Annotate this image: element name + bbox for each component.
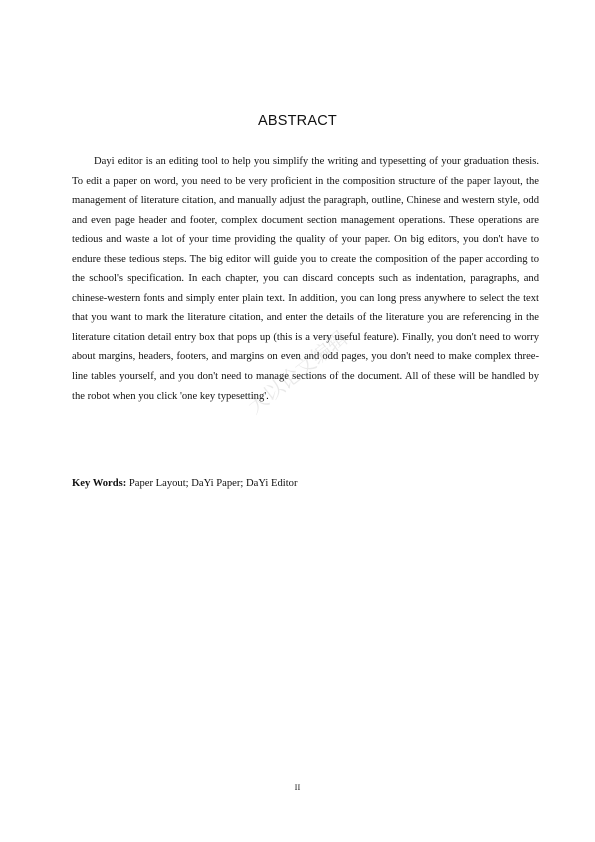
abstract-paragraph: Dayi editor is an editing tool to help you simplify the writing and typesetting of your graduation thesis. To edit a paper on word, you need to be very proficient in the composition structure of the paper layout, the management of literature citation, and manually adjust the paragraph, outline, Chinese and western style, odd and even page header and footer, complex document section management operations. These operations are tedious and waste a lot of your time providing the quality of your paper. On big editors, you don't have to endure these tedious steps. The big editor will guide you to create the composition of the paper according to the school's specification. In each chapter, you can discard concepts such as indentation, paragraphs, and chinese-western fonts and simply enter plain text. In addition, you can long press anywhere to select the text that you want to mark the literature citation, and enter the details of the literature you are referencing in the literature citation detail entry box that pops up (this is a very useful feature). Finally, you don't need to worry about margins, headers, footers, and margins on even and odd pages, you don't need to make complex three-line tables yourself, and you don't need to manage sections of the document. All of these will be handled by the robot when you click 'one key typesetting'.	[72, 156, 539, 402]
abstract-title: ABSTRACT	[258, 113, 337, 129]
keywords-line	[72, 474, 539, 493]
watermark-text: 大以论文编辑	[242, 325, 353, 419]
keywords-label: Key Words:	[72, 478, 127, 489]
keywords-value: Paper Layout; DaYi Paper; DaYi Editor	[126, 478, 298, 489]
page-number: II	[294, 782, 301, 792]
